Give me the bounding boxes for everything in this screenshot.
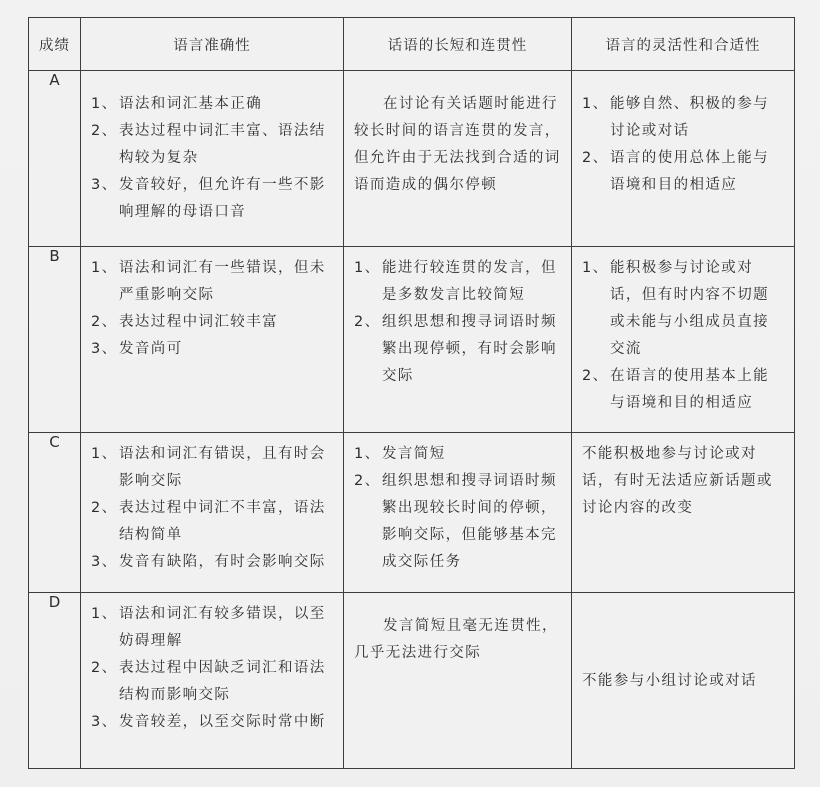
accuracy-cell-d: [81, 593, 344, 769]
grade-cell-a: A: [29, 71, 81, 247]
list-item: 2、 组织思想和搜寻词语时频繁出现停顿，有时会影响交际: [354, 314, 557, 384]
grade-cell-c: C: [29, 433, 81, 593]
table-row-c: [29, 433, 795, 593]
list-item: 3、 发音较差，以至交际时常中断: [91, 714, 326, 730]
list-item: 1、 能进行较连贯的发言，但是多数发言比较简短: [354, 260, 557, 303]
table-row-b: [29, 247, 795, 433]
list-item: 2、 表达过程中因缺乏词汇和语法结构而影响交际: [91, 660, 326, 703]
flexibility-cell-d: [572, 593, 795, 769]
grade-cell-d: D: [29, 593, 81, 769]
list-item: 1、 语法和词汇有较多错误，以至妨碍理解: [91, 606, 326, 649]
flexibility-cell-c: [572, 433, 795, 593]
list-item: 2、 组织思想和搜寻词语时频繁出现较长时间的停顿，影响交际，但能够基本完成交际任务: [354, 473, 557, 570]
accuracy-cell-a: [81, 71, 344, 247]
list-item: 3、 发音有缺陷，有时会影响交际: [91, 554, 326, 570]
coherence-text-a: 在讨论有关话题时能进行较长时间的语言连贯的发言，但允许由于无法找到合适的词语而造成的偶尔停顿: [354, 96, 561, 193]
list-item: 1、 语法和词汇有错误，且有时会影响交际: [91, 446, 326, 489]
list-item: 1、 语法和词汇有一些错误，但未严重影响交际: [91, 260, 326, 303]
coherence-cell-d: [344, 593, 572, 769]
list-item: 2、 在语言的使用基本上能与语境和目的相适应: [582, 368, 769, 411]
flexibility-text-d: 不能参与小组讨论或对话: [582, 673, 757, 689]
list-item: 3、 发音尚可: [91, 341, 183, 357]
list-item: 2、 语言的使用总体上能与语境和目的相适应: [582, 150, 769, 193]
list-item: 3、 发音较好，但允许有一些不影响理解的母语口音: [91, 177, 326, 220]
list-item: 2、 表达过程中词汇丰富、语法结构较为复杂: [91, 123, 326, 166]
list-item: 2、 表达过程中词汇不丰富，语法结构简单: [91, 500, 326, 543]
header-grade: 成绩: [29, 18, 81, 71]
list-item: 1、 发言简短: [354, 446, 446, 462]
coherence-cell-a: [344, 71, 572, 247]
coherence-text-d: 发言简短且毫无连贯性，几乎无法进行交际: [354, 618, 558, 661]
rubric-table: [28, 17, 795, 769]
grade-cell-b: B: [29, 247, 81, 433]
coherence-cell-c: [344, 433, 572, 593]
header-accuracy: 语言准确性: [81, 18, 344, 71]
list-item: 1、 语法和词汇基本正确: [91, 96, 263, 112]
list-item: 2、 表达过程中词汇较丰富: [91, 314, 278, 330]
flexibility-cell-b: [572, 247, 795, 433]
header-row: [29, 18, 795, 71]
accuracy-cell-c: [81, 433, 344, 593]
list-item: 1、 能够自然、积极的参与讨论或对话: [582, 96, 769, 139]
table-row-d: [29, 593, 795, 769]
table-row-a: [29, 71, 795, 247]
flexibility-text-c: 不能积极地参与讨论或对话，有时无法适应新话题或讨论内容的改变: [582, 446, 773, 516]
header-coherence: 话语的长短和连贯性: [344, 18, 572, 71]
accuracy-cell-b: [81, 247, 344, 433]
flexibility-cell-a: [572, 71, 795, 247]
header-flexibility: 语言的灵活性和合适性: [572, 18, 795, 71]
coherence-cell-b: [344, 247, 572, 433]
list-item: 1、 能积极参与讨论或对话，但有时内容不切题或未能与小组成员直接交流: [582, 260, 769, 357]
